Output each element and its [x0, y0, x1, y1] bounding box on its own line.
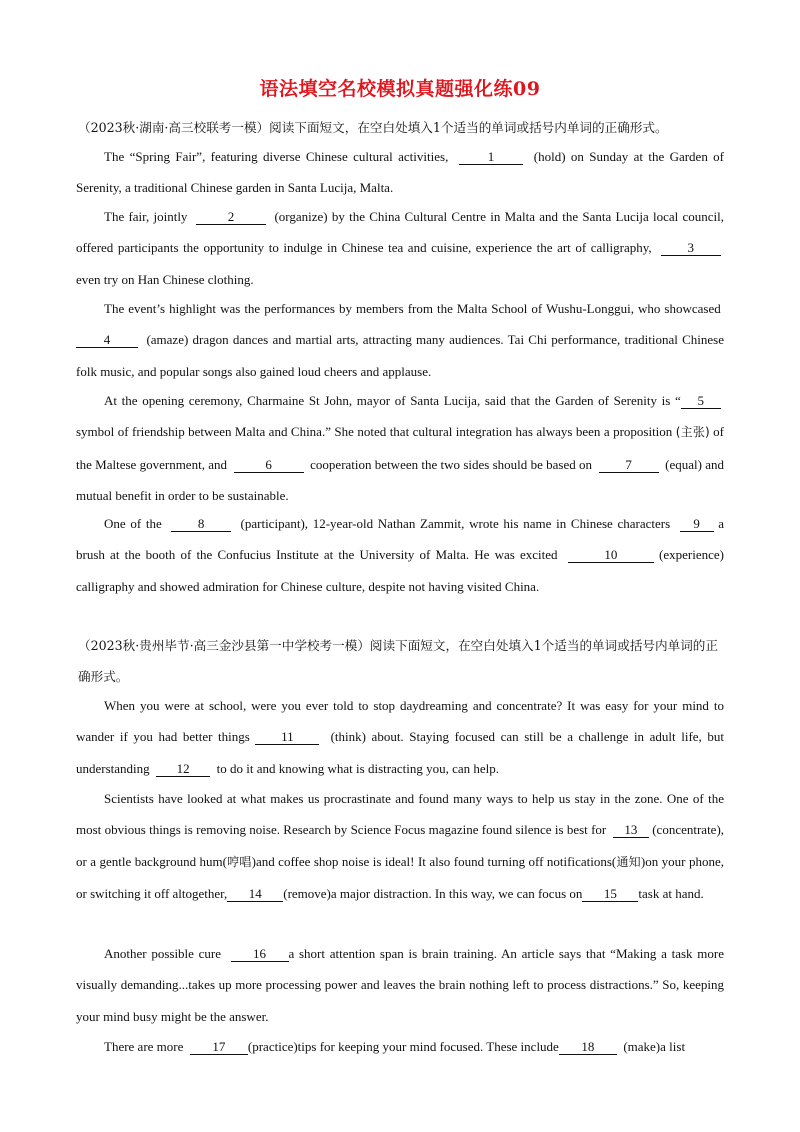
- gloss-zhuzhang: (主张): [675, 425, 710, 440]
- section1-paragraph-2: The fair, jointly 2 (organize) by the China Cultural Centre in Malta and the Santa Lucija local council, offered participants the opportunity to indulge in Chinese tea and cuisine, experience the art of calligraphy, 3 even try on Han Chinese clothing.: [76, 209, 724, 287]
- section2-paragraph-1: When you were at school, were you ever told to stop daydreaming and concentrate? It was easy for your mind to wander if you had better things 11 (think) about. Staying focused can still be a challenge in adult life, but understanding 12 to do it and knowing what is distracting you, can help.: [76, 698, 725, 776]
- gloss-tongzhi: 通知: [616, 854, 641, 869]
- blank-15[interactable]: 15: [582, 886, 638, 902]
- section1-intro: （2023秋·湖南·高三校联考一模）阅读下面短文，在空白处填入1个适当的单词或括号内单词的正确形式。: [78, 120, 668, 135]
- blank-9[interactable]: 9: [680, 516, 714, 532]
- gloss-hengchang: 哼唱: [227, 854, 252, 869]
- section1-paragraph-4: At the opening ceremony, Charmaine St John, mayor of Santa Lucija, said that the Garden of Serenity is “ 5 symbol of friendship between Malta and China.” She noted that cultural integration has always been a proposition (主张) of the Maltese government, and 6 cooperation between the two sides should be based on 7 (equal) and mutual benefit in order to be sustainable.: [76, 393, 725, 504]
- blank-6[interactable]: 6: [234, 457, 304, 473]
- blank-16[interactable]: 16: [231, 946, 289, 962]
- section1-paragraph-5: One of the 8 (participant), 12-year-old Nathan Zammit, wrote his name in Chinese characters 9 a brush at the booth of the Confucius Institute at the University of Malta. He was excited 10 (experience) calligraphy and showed admiration for Chinese culture, despite not having visited China.: [76, 516, 725, 594]
- blank-3[interactable]: 3: [661, 240, 721, 256]
- section2-paragraph-3: Another possible cure 16 a short attention span is brain training. An article says that “Making a task more visually demanding...takes up more processing power and leaves the brain nothing left to process distractions.” So, keeping your mind busy might be the answer.: [76, 946, 724, 1024]
- blank-4[interactable]: 4: [76, 332, 138, 348]
- blank-17[interactable]: 17: [190, 1039, 248, 1055]
- blank-13[interactable]: 13: [613, 822, 649, 838]
- blank-14[interactable]: 14: [227, 886, 283, 902]
- blank-11[interactable]: 11: [255, 729, 319, 745]
- section1-paragraph-3: The event’s highlight was the performances by members from the Malta School of Wushu-Longgui, who showcased 4 (amaze) dragon dances and martial arts, attracting many audiences. Tai Chi performance, traditional Chinese folk music, and popular songs also gained loud cheers and applause.: [76, 301, 724, 379]
- blank-5[interactable]: 5: [681, 393, 721, 409]
- section1-paragraph-1: The “Spring Fair”, featuring diverse Chinese cultural activities, 1 (hold) on Sunday at the Garden of Serenity, a traditional Chinese garden in Santa Lucija, Malta.: [76, 149, 725, 196]
- blank-12[interactable]: 12: [156, 761, 210, 777]
- blank-18[interactable]: 18: [559, 1039, 617, 1055]
- blank-2[interactable]: 2: [196, 209, 266, 225]
- blank-8[interactable]: 8: [171, 516, 231, 532]
- blank-10[interactable]: 10: [568, 547, 654, 563]
- page-title: 语法填空名校模拟真题强化练09: [259, 78, 541, 100]
- blank-1[interactable]: 1: [459, 149, 523, 165]
- section2-paragraph-2: Scientists have looked at what makes us procrastinate and found many ways to help us stay in the zone. One of the most obvious things is removing noise. Research by Science Focus magazine found silence is best for 13 (concentrate), or a gentle background hum(哼唱)and coffee shop noise is ideal! It also found turning off notifications(通知)on your phone, or switching it off altogether, 14 (remove)a major distraction. In this way, we can focus on 15 task at hand.: [76, 791, 725, 902]
- section2-paragraph-4: There are more 17 (practice)tips for keeping your mind focused. These include 18 (make)a list: [104, 1039, 686, 1054]
- blank-7[interactable]: 7: [599, 457, 659, 473]
- section2-intro: （2023秋·贵州毕节·高三金沙县第一中学校考一模）阅读下面短文，在空白处填入1个适当的单词或括号内单词的正确形式。: [78, 638, 718, 684]
